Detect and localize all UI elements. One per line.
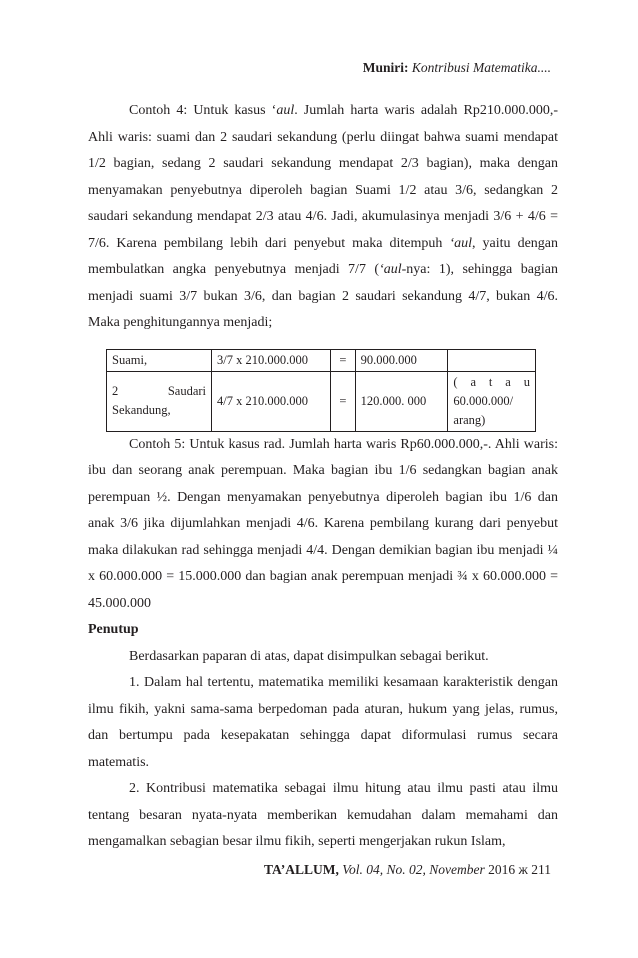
result-cell: 120.000. 000 (355, 371, 448, 431)
note-cell: ( a t a u 60.000.000/ arang) (448, 371, 536, 431)
closing-point-2: 2. Kontribusi matematika sebagai ilmu hitung atau ilmu pasti atau ilmu tentang besaran nyata-nyata memberikan kemudahan dalam memahami dan mengamalkan sebagian besar ilmu fikih, seperti mengerjakan rukun Islam, (88, 781, 558, 849)
header-author: Muniri: (362, 60, 409, 75)
table-row (107, 349, 536, 371)
heir-cell: Suami, (107, 349, 212, 371)
page-body (88, 98, 558, 856)
footer-year-page: 2016 ж 211 (488, 862, 551, 877)
closing-intro: Berdasarkan paparan di atas, dapat disimpulkan sebagai berikut. (129, 648, 489, 664)
example-5-paragraph: Contoh 5: Untuk kasus rad. Jumlah harta waris Rp60.000.000,-. Ahli waris: ibu dan seorang anak perempuan. Maka bagian ibu 1/6 sedangkan bagian anak perempuan ½. Dengan menyamakan penyebutnya diperoleh bagian ibu 1/6 dan anak 3/6 jika dijumlahkan menjadi 4/6. Karena pembilang kurang dari penyebut maka dilakukan rad sehingga menjadi 4/4. Dengan demikian bagian ibu menjadi ¼ x 60.000.000 = 15.000.000 dan bagian anak perempuan menjadi ¾ x 60.000.000 = 45.000.000 (88, 436, 558, 611)
equals-cell: = (331, 371, 355, 431)
section-title-penutup: Penutup (88, 622, 139, 637)
formula-cell: 4/7 x 210.000.000 (212, 371, 331, 431)
result-cell: 90.000.000 (355, 349, 448, 371)
example-4-paragraph (88, 98, 558, 337)
p1-rest-b: , yaitu dengan membulatkan angka penyebutnya menjadi 7/7 ( (88, 235, 559, 277)
header-title: Kontribusi Matematika.... (411, 60, 551, 75)
footer-volume: Vol. 04, No. 02, November (342, 862, 485, 877)
running-header (363, 60, 551, 76)
heir-cell: 2 Saudari Sekandung, (107, 371, 212, 431)
p1-rest-a: . Jumlah harta waris adalah Rp210.000.000,- Ahli waris: suami dan 2 saudari sekandung (perlu diingat bahwa suami mendapat 1/2 bagian, sedang 2 saudari sekandung mendapat 2/3 bagian), maka dengan menyamakan penyebutnya diperoleh bagian Suami 1/2 atau 3/6, sedangkan 2 saudari sekandung mendapat 2/3 atau 4/6. Jadi, akumulasinya menjadi 3/6 + 4/6 = 7/6. Karena pembilang lebih dari penyebut maka ditempuh (88, 103, 559, 251)
note-cell (448, 349, 536, 371)
table-row (107, 371, 536, 431)
p1-italic-aul-2: ‘aul (449, 235, 473, 251)
p1-italic-aul-3: ‘aul (379, 262, 402, 277)
equals-cell: = (331, 349, 355, 371)
footer-journal: TA’ALLUM, (264, 862, 339, 877)
p1-rest-c: -nya: 1), sehingga bagian menjadi suami 3/7 bukan 3/6, dan bagian 2 saudari sekandung 4/7, bukan 4/6. Maka penghitungannya menjadi; (88, 262, 559, 330)
running-footer (264, 862, 551, 878)
p1-italic-aul: aul (276, 103, 295, 118)
formula-cell: 3/7 x 210.000.000 (212, 349, 331, 371)
closing-point-1: 1. Dalam hal tertentu, matematika memiliki kesamaan karakteristik dengan ilmu fikih, yakni sama-sama berpedoman pada aturan, hukum yang jelas, rumus, dan bertumpu pada kesepakatan sehingga dapat diformulasi rumus secara matematis. (88, 675, 558, 770)
p1-lead: Contoh 4: Untuk kasus ‘ (129, 103, 277, 118)
inheritance-table (106, 349, 536, 432)
